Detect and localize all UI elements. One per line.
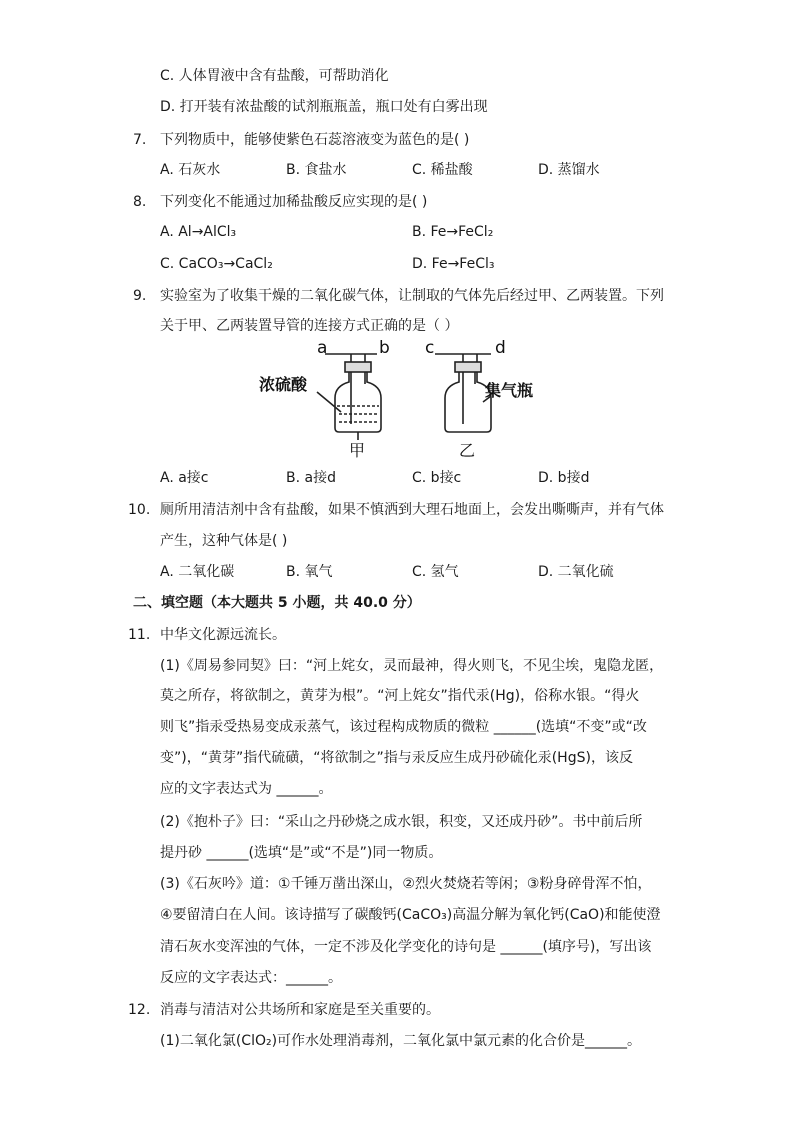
part-1-line: (1)《周易参同契》曰：“河上姹女，灵而最神，得火则飞，不见尘埃，鬼隐龙匿， [160, 658, 664, 674]
option-a: A. 石灰水 [160, 162, 221, 178]
part-2-line: (2)《抱朴子》曰：“采山之丹砂烧之成水银，积变，又还成丹砂”。书中前后所 [160, 814, 643, 830]
bottle-yi [435, 354, 491, 432]
option-c: C. 氢气 [412, 564, 459, 580]
part-1-line: 莫之所存，将欲制之，黄芽为根”。“河上姹女”指代汞(Hg)，俗称水银。“得火 [160, 688, 640, 704]
question-stem-line-2: 产生，这种气体是( ) [160, 533, 288, 549]
label-b: b [379, 340, 390, 358]
question-number: 7. [133, 132, 147, 148]
part-2-line: 提丹砂 ______(选填“是”或“不是”)同一物质。 [160, 845, 443, 861]
option-a: A. 二氧化碳 [160, 564, 235, 580]
question-number: 8. [133, 194, 147, 210]
part-3-line: 清石灰水变浑浊的气体，一定不涉及化学变化的诗句是 ______(填序号)，写出该 [160, 939, 652, 955]
option-a: A. Al→AlCl₃ [160, 224, 237, 240]
option-c: C. b接c [412, 470, 462, 486]
option-b: B. 食盐水 [286, 162, 347, 178]
option-b: B. a接d [286, 470, 336, 486]
option-d: D. 蒸馏水 [538, 162, 600, 178]
part-1-line: 则飞”指汞受热易变成汞蒸气，该过程构成物质的微粒 ______(选填“不变”或“改 [160, 719, 647, 735]
q6-option-d: D. 打开装有浓盐酸的试剂瓶瓶盖，瓶口处有白雾出现 [160, 99, 488, 115]
section-heading: 二、填空题（本大题共 5 小题，共 40.0 分） [133, 595, 421, 611]
option-d: D. Fe→FeCl₃ [412, 256, 495, 272]
option-a: A. a接c [160, 470, 209, 486]
label-jia: 甲 [349, 441, 366, 460]
apparatus-figure [255, 340, 555, 462]
option-d: D. 二氧化硫 [538, 564, 614, 580]
option-b: B. Fe→FeCl₂ [412, 224, 494, 240]
option-c: C. 稀盐酸 [412, 162, 473, 178]
option-b: B. 氧气 [286, 564, 333, 580]
part-1-line: 变”)，“黄芽”指代硫磺，“将欲制之”指与汞反应生成丹砂硫化汞(HgS)，该反 [160, 750, 633, 766]
question-number: 11. [128, 627, 151, 643]
question-stem: 消毒与清洁对公共场所和家庭是至关重要的。 [160, 1002, 440, 1018]
question-number: 10. [128, 502, 151, 518]
label-c: c [425, 340, 435, 358]
label-d: d [495, 340, 506, 358]
question-number: 12. [128, 1002, 151, 1018]
question-stem: 下列物质中，能够使紫色石蕊溶液变为蓝色的是( ) [160, 132, 470, 148]
q6-option-c: C. 人体胃液中含有盐酸，可帮助消化 [160, 68, 389, 84]
question-stem: 中华文化源远流长。 [160, 627, 286, 643]
label-yi: 乙 [459, 441, 476, 460]
label-a: a [317, 340, 328, 358]
label-bottle: 集气瓶 [485, 381, 534, 400]
question-stem: 下列变化不能通过加稀盐酸反应实现的是( ) [160, 194, 428, 210]
part-3-line: ④要留清白在人间。该诗描写了碳酸钙(CaCO₃)高温分解为氧化钙(CaO)和能使澄 [160, 907, 661, 923]
question-stem-line-1: 实验室为了收集干燥的二氧化碳气体，让制取的气体先后经过甲、乙两装置。下列 [160, 288, 664, 304]
part-3-line: (3)《石灰吟》道：①千锤万凿出深山，②烈火焚烧若等闲；③粉身碎骨浑不怕， [160, 876, 652, 892]
question-stem-line-2: 关于甲、乙两装置导管的连接方式正确的是（ ） [160, 318, 459, 334]
label-acid: 浓硫酸 [259, 375, 308, 394]
part-1-line: (1)二氧化氯(ClO₂)可作水处理消毒剂，二氧化氯中氯元素的化合价是______。 [160, 1033, 642, 1049]
option-d: D. b接d [538, 470, 590, 486]
question-stem-line-1: 厕所用清洁剂中含有盐酸，如果不慎洒到大理石地面上，会发出嘶嘶声，并有气体 [160, 502, 664, 518]
bottle-jia [317, 354, 381, 440]
part-3-line: 反应的文字表达式：______。 [160, 970, 342, 986]
question-number: 9. [133, 288, 147, 304]
part-1-line: 应的文字表达式为 ______。 [160, 781, 333, 797]
option-c: C. CaCO₃→CaCl₂ [160, 256, 273, 272]
